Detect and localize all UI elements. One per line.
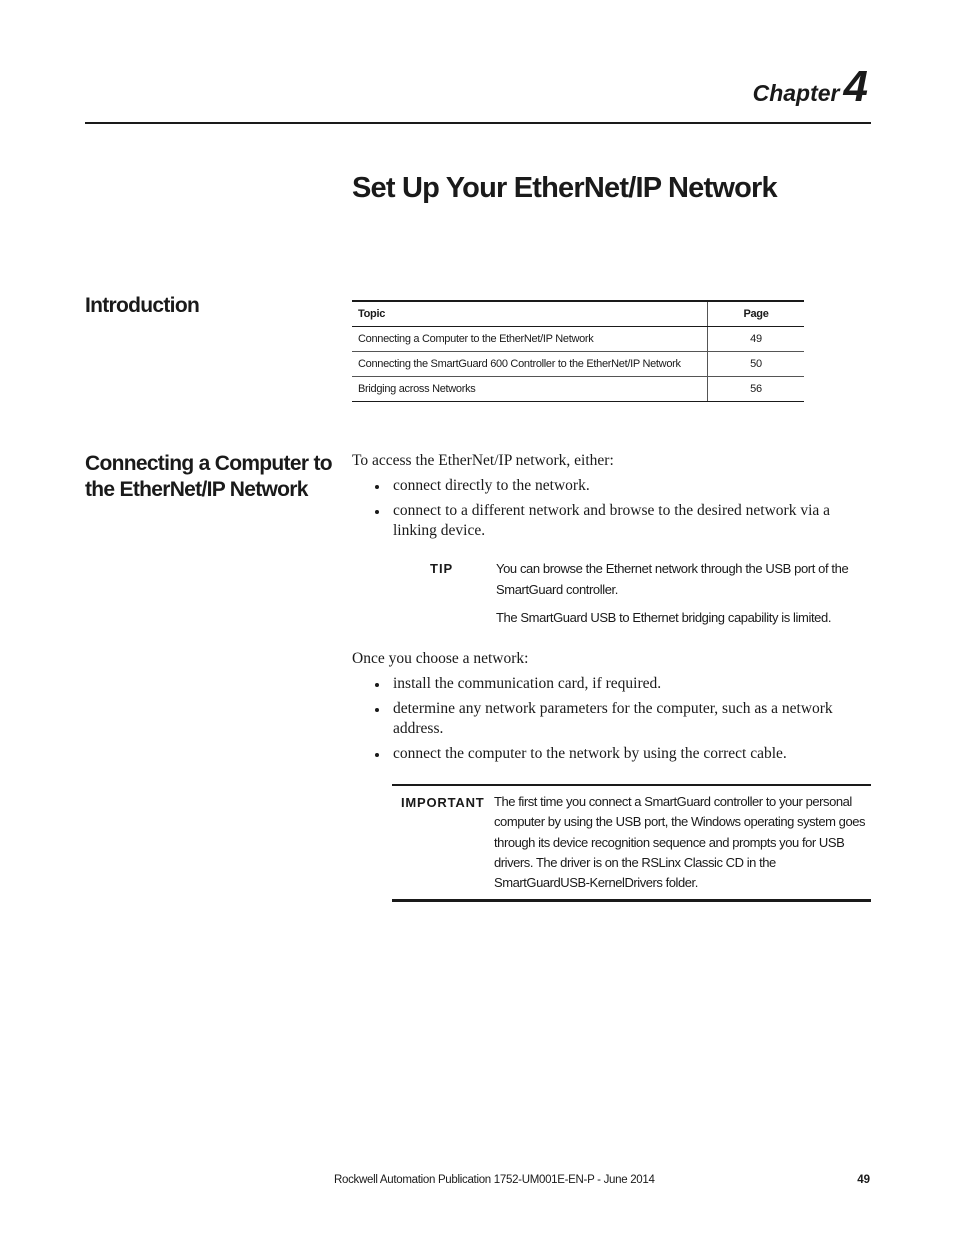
page-cell: 56	[708, 377, 805, 402]
important-note	[392, 784, 871, 902]
chapter-word: Chapter	[752, 80, 840, 106]
topic-table	[352, 300, 804, 402]
page-cell: 49	[708, 327, 805, 352]
list-item: connect directly to the network.	[374, 476, 854, 496]
important-text: The first time you connect a SmartGuard controller to your personal computer by using the USB port, the Windows operating system goes through its device recognition sequence and prompts you for USB drivers. The driver is on the RSLinx Classic CD in the SmartGuardUSB-KernelDrivers folder.	[494, 794, 866, 891]
important-label: IMPORTANT	[401, 795, 485, 810]
network-steps-list	[374, 674, 854, 769]
list-item: connect the computer to the network by using the correct cable.	[374, 744, 854, 764]
tip-text: You can browse the Ethernet network through the USB port of the SmartGuard controller.	[496, 561, 849, 597]
tip-label: TIP	[430, 561, 454, 576]
table-row	[352, 352, 804, 377]
list-item: connect to a different network and browse to the desired network via a linking device.	[374, 501, 854, 541]
topic-cell: Connecting a Computer to the EtherNet/IP Network	[352, 327, 708, 352]
topic-cell: Bridging across Networks	[352, 377, 708, 402]
once-text: Once you choose a network:	[352, 650, 529, 667]
page-cell: 50	[708, 352, 805, 377]
chapter-rule	[85, 122, 871, 124]
tip-text-secondary: The SmartGuard USB to Ethernet bridging capability is limited.	[496, 610, 832, 625]
chapter-label	[753, 62, 868, 112]
table-row	[352, 377, 804, 402]
page-column-header: Page	[708, 301, 805, 327]
page-title: Set Up Your EtherNet/IP Network	[352, 172, 777, 204]
chapter-number: 4	[843, 62, 868, 111]
table-row	[352, 327, 804, 352]
footer-page-number: 49	[857, 1174, 870, 1186]
list-item: determine any network parameters for the computer, such as a network address.	[374, 699, 854, 739]
footer-publication: Rockwell Automation Publication 1752-UM001E-EN-P - June 2014	[334, 1174, 655, 1186]
access-options-list	[374, 476, 854, 546]
topic-cell: Connecting the SmartGuard 600 Controller to the EtherNet/IP Network	[352, 352, 708, 377]
list-item: install the communication card, if required.	[374, 674, 854, 694]
table-header-row	[352, 301, 804, 327]
topic-column-header: Topic	[352, 301, 708, 327]
connecting-heading: Connecting a Computer to the EtherNet/IP Network	[85, 452, 332, 501]
access-intro-text: To access the EtherNet/IP network, either:	[352, 452, 614, 469]
introduction-heading: Introduction	[85, 294, 200, 317]
